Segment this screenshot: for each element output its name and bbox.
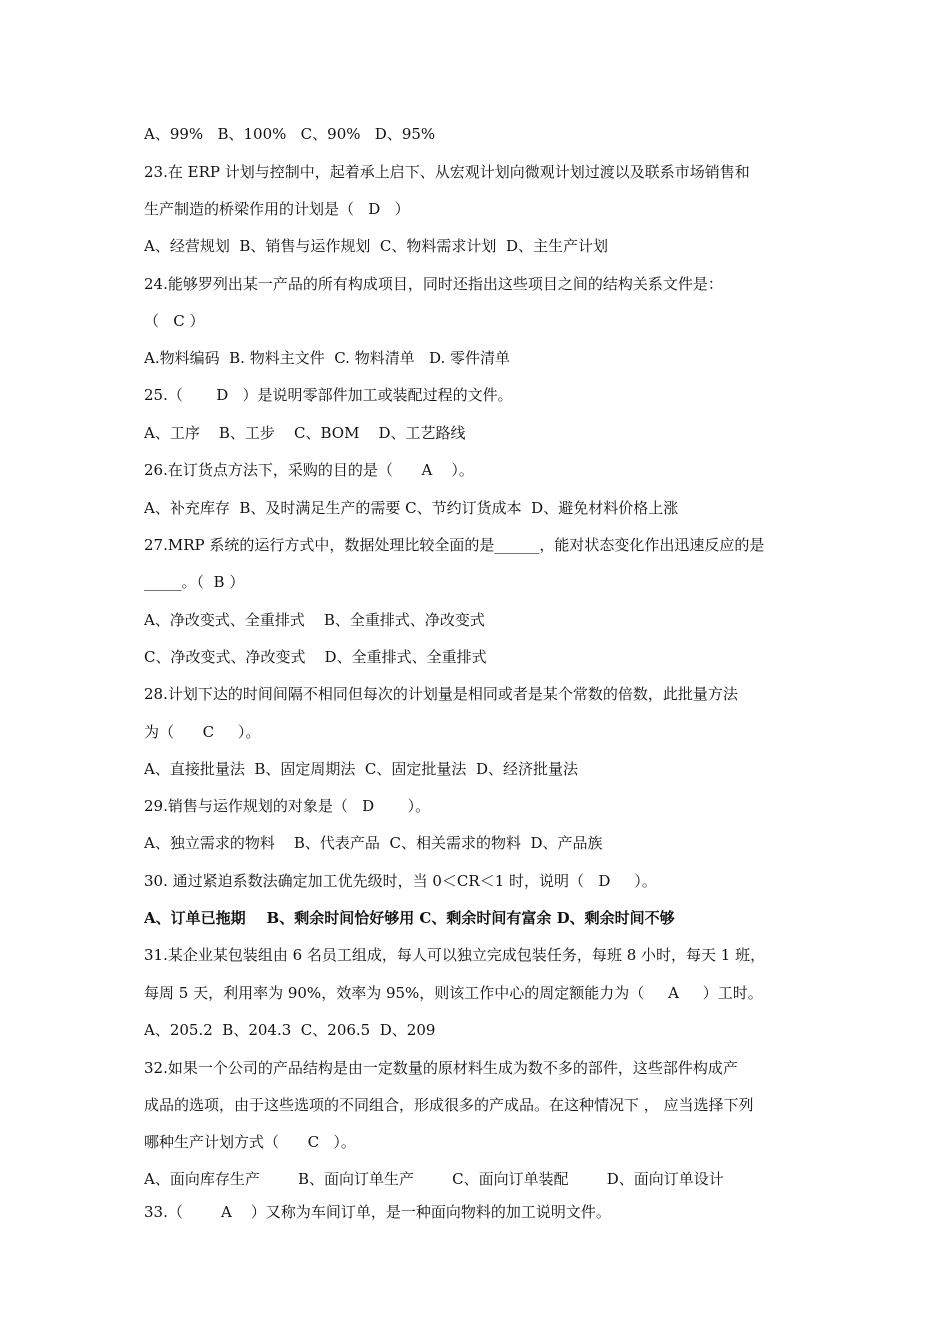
text-line-question-23-cont: 生产制造的桥梁作用的计划是（ D ） xyxy=(144,200,410,218)
text-line-question-28: 28.计划下达的时间间隔不相同但每次的计划量是相同或者是某个常数的倍数，此批量方法 xyxy=(144,685,738,703)
text-line-options-q23: A、经营规划 B、销售与运作规划 C、物料需求计划 D、主生产计划 xyxy=(144,237,608,255)
text-line-question-27-answer: _____。（ B ） xyxy=(144,573,245,591)
text-line-question-31: 31.某企业某包装组由 6 名员工组成，每人可以独立完成包装任务，每班 8 小时，每天 1 班， xyxy=(144,946,766,964)
text-line-options-q30: A、订单已拖期 B、剩余时间恰好够用 C、剩余时间有富余 D、剩余时间不够 xyxy=(144,909,675,927)
text-line-options-q29: A、独立需求的物料 B、代表产品 C、相关需求的物料 D、产品族 xyxy=(144,834,603,852)
text-line-options-q27-cd: C、净改变式、净改变式 D、全重排式、全重排式 xyxy=(144,648,487,666)
text-line-question-30: 30. 通过紧迫系数法确定加工优先级时，当 0＜CR＜1 时，说明（ D ）。 xyxy=(144,872,657,890)
text-line-question-32: 32.如果一个公司的产品结构是由一定数量的原材料生成为数不多的部件，这些部件构成产 xyxy=(144,1059,738,1077)
text-line-options-q27-ab: A、净改变式、全重排式 B、全重排式、净改变式 xyxy=(144,611,485,629)
text-line-question-28-answer: 为（ C ）。 xyxy=(144,723,261,741)
text-line-options-q22: A、99% B、100% C、90% D、95% xyxy=(144,125,436,143)
text-line-question-31-cont: 每周 5 天，利用率为 90%，效率为 95%，则该工作中心的周定额能力为（ A ）工时。 xyxy=(144,984,763,1002)
text-line-question-27: 27.MRP 系统的运行方式中，数据处理比较全面的是______，能对状态变化作出迅速反应的是 xyxy=(144,536,765,554)
text-line-options-q24: A.物料编码 B. 物料主文件 C. 物料清单 D. 零件清单 xyxy=(144,349,511,367)
text-line-options-q32: A、面向库存生产 B、面向订单生产 C、面向订单装配 D、面向订单设计 xyxy=(144,1170,724,1188)
text-line-question-32-cont: 成品的选项，由于这些选项的不同组合，形成很多的产成品。在这种情况下 ， 应当选择下列 xyxy=(144,1096,754,1114)
text-line-question-33: 33.（ A ）又称为车间订单，是一种面向物料的加工说明文件。 xyxy=(144,1203,611,1221)
text-line-question-24-answer: （ C ） xyxy=(144,312,205,330)
text-line-question-26: 26.在订货点方法下，采购的目的是（ A ）。 xyxy=(144,461,474,479)
text-line-options-q25: A、工序 B、工步 C、BOM D、工艺路线 xyxy=(144,424,466,442)
text-line-options-q31: A、205.2 B、204.3 C、206.5 D、209 xyxy=(144,1021,436,1039)
text-line-question-25: 25.（ D ）是说明零部件加工或装配过程的文件。 xyxy=(144,386,513,404)
text-line-question-23: 23.在 ERP 计划与控制中，起着承上启下、从宏观计划向微观计划过渡以及联系市场销售和 xyxy=(144,163,750,181)
text-line-options-q28: A、直接批量法 B、固定周期法 C、固定批量法 D、经济批量法 xyxy=(144,760,578,778)
text-line-question-29: 29.销售与运作规划的对象是（ D ）。 xyxy=(144,797,431,815)
text-line-question-24: 24.能够罗列出某一产品的所有构成项目，同时还指出这些项目之间的结构关系文件是： xyxy=(144,275,723,293)
text-line-question-32-answer: 哪种生产计划方式（ C ）。 xyxy=(144,1133,356,1151)
text-line-options-q26: A、补充库存 B、及时满足生产的需要 C、节约订货成本 D、避免材料价格上涨 xyxy=(144,499,679,517)
